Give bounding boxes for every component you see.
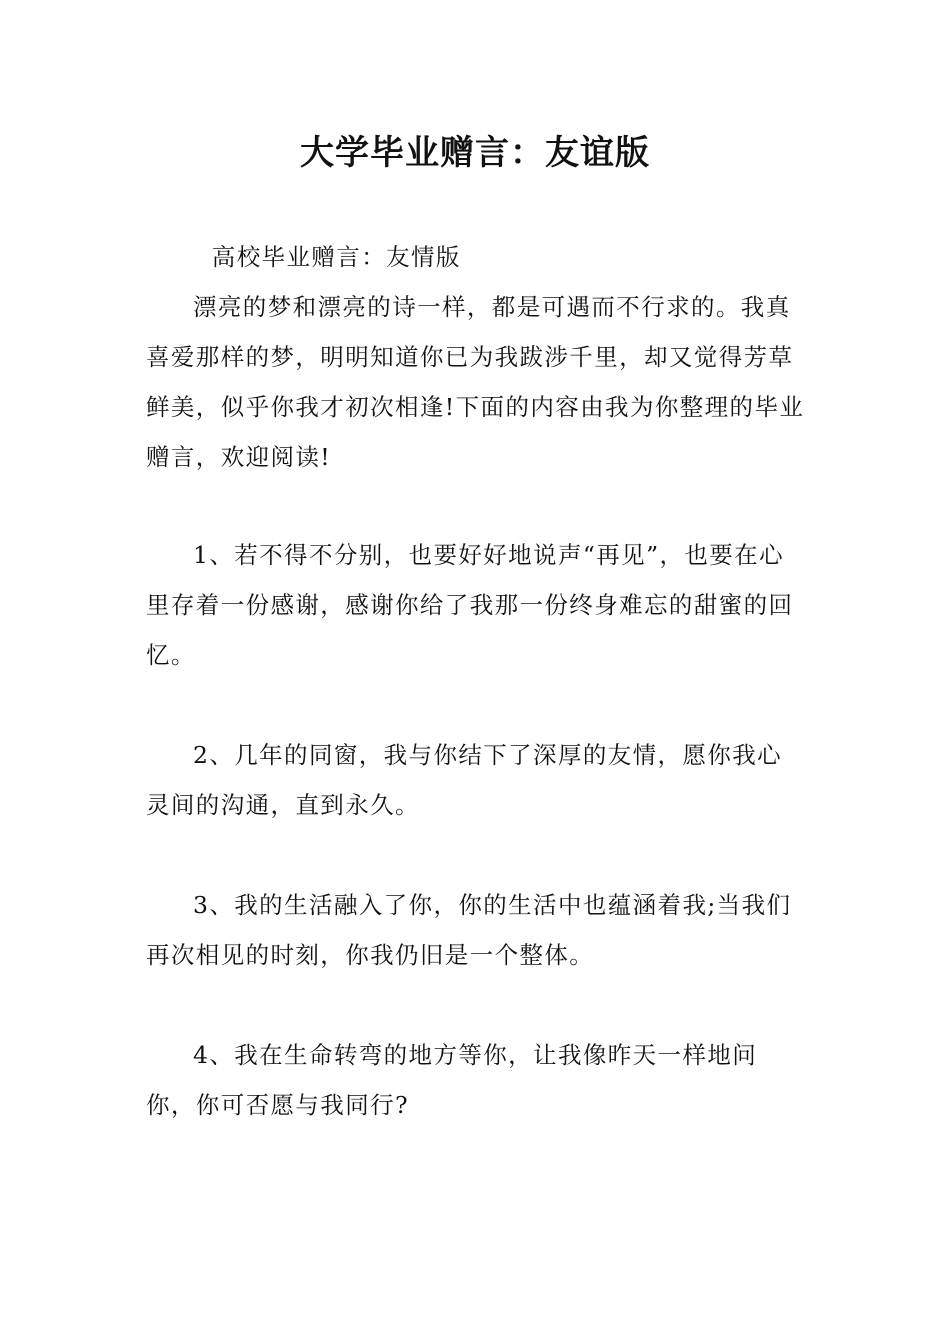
paragraph-4: 4、我在生命转弯的地方等你，让我像昨天一样地问你，你可否愿与我同行? bbox=[146, 1041, 758, 1119]
intro-paragraph: 漂亮的梦和漂亮的诗一样，都是可遇而不行求的。我真喜爱那样的梦，明明知道你已为我跋涉千里，却又觉得芳草鲜美，似乎你我才初次相逢!下面的内容由我为你整理的毕业赠言，欢迎阅读! bbox=[146, 293, 805, 471]
paragraph-3: 3、我的生活融入了你，你的生活中也蕴涵着我;当我们再次相见的时刻，你我仍旧是一个整体。 bbox=[146, 891, 792, 969]
page-title: 大学毕业赠言：友谊版 bbox=[300, 133, 650, 173]
paragraph-1: 1、若不得不分别，也要好好地说声“再见”，也要在心里存着一份感谢，感谢你给了我那一份终身难忘的甜蜜的回忆。 bbox=[146, 541, 794, 669]
paragraph-2: 2、几年的同窗，我与你结下了深厚的友情，愿你我心灵间的沟通，直到永久。 bbox=[146, 741, 783, 819]
document-subtitle: 高校毕业赠言：友情版 bbox=[211, 243, 461, 271]
